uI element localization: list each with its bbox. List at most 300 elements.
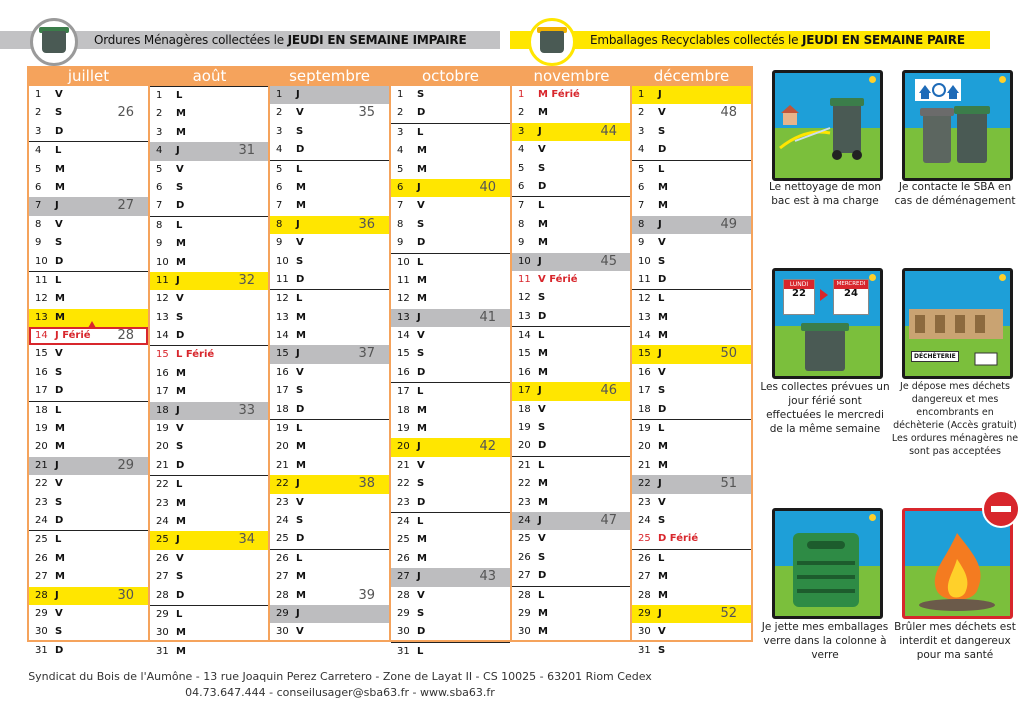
day-letter: V [176, 552, 184, 564]
day-number: 5 [518, 162, 525, 174]
day-number: 16 [156, 367, 169, 379]
day-number: 17 [397, 386, 410, 398]
day-letter: M [176, 238, 186, 250]
day-row [150, 216, 269, 235]
day-number: 31 [638, 644, 651, 656]
day-row [391, 420, 510, 438]
day-number: 4 [638, 144, 645, 156]
day-row [632, 438, 751, 456]
day-row [512, 326, 631, 345]
day-number: 23 [156, 497, 169, 509]
day-number: 7 [35, 200, 42, 212]
week-number: 50 [720, 346, 737, 362]
day-letter: M [55, 311, 65, 323]
day-letter: M [417, 163, 427, 175]
day-row [270, 197, 389, 215]
day-number: 5 [638, 163, 645, 175]
day-letter: V [658, 496, 666, 508]
day-row [29, 605, 148, 623]
day-number: 28 [276, 589, 289, 601]
day-row [512, 549, 631, 567]
day-row [632, 401, 751, 419]
day-row [632, 327, 751, 345]
day-row [29, 587, 148, 605]
month-title: octobre [391, 66, 510, 86]
day-number: 28 [638, 589, 651, 601]
day-number: 19 [518, 422, 531, 434]
month-title: juillet [29, 66, 148, 86]
day-number: 25 [35, 534, 48, 546]
day-row [150, 402, 269, 420]
calendar-wednesday-label: MERCREDI [834, 280, 868, 289]
day-letter: D [55, 255, 64, 267]
day-number: 27 [638, 571, 651, 583]
day-number: 15 [276, 348, 289, 360]
day-row [270, 512, 389, 530]
week-number: 42 [479, 439, 496, 455]
day-letter: V [176, 293, 184, 305]
day-letter: J [55, 459, 59, 471]
day-letter: S [658, 514, 666, 526]
day-letter: L [55, 404, 62, 416]
day-letter: L [417, 515, 424, 527]
day-number: 4 [518, 144, 525, 156]
day-letter: S [417, 348, 425, 360]
day-letter: M [538, 496, 548, 508]
day-number: 10 [276, 255, 289, 267]
day-letter: M [296, 459, 306, 471]
day-number: 9 [35, 237, 42, 249]
day-letter: S [176, 571, 184, 583]
day-row [270, 401, 389, 419]
day-row [150, 550, 269, 568]
day-number: 10 [638, 255, 651, 267]
day-letter: M [538, 478, 548, 490]
day-letter: V [296, 496, 304, 508]
calendar-monday-number: 22 [792, 288, 806, 299]
week-number: 49 [720, 216, 737, 232]
caption-cleaning: Le nettoyage de mon bac est à ma charge [768, 181, 882, 207]
day-letter: V [176, 423, 184, 435]
day-letter: L [176, 219, 183, 231]
month-title: novembre [512, 66, 631, 86]
day-row [391, 475, 510, 493]
day-number: 8 [276, 218, 283, 230]
day-row [270, 271, 389, 289]
day-letter: M [55, 552, 65, 564]
day-letter: D [417, 626, 426, 638]
day-number: 7 [638, 200, 645, 212]
day-row [391, 197, 510, 215]
yellow-bin-icon [528, 18, 576, 66]
day-row [150, 254, 269, 272]
day-letter: M [417, 293, 427, 305]
day-row [270, 327, 389, 345]
week-number: 37 [358, 346, 375, 362]
day-row [270, 216, 389, 234]
day-number: 16 [397, 366, 410, 378]
day-number: 6 [156, 181, 163, 193]
day-row [632, 160, 751, 179]
day-number: 12 [518, 292, 531, 304]
day-number: 11 [397, 274, 410, 286]
day-letter: M [176, 515, 186, 527]
day-row [29, 568, 148, 586]
month-column [389, 66, 512, 657]
day-number: 11 [35, 274, 48, 286]
day-row [150, 568, 269, 586]
day-letter: M [296, 589, 306, 601]
day-number: 22 [638, 478, 651, 490]
day-number: 9 [397, 237, 404, 249]
day-row [29, 475, 148, 493]
day-number: 29 [397, 607, 410, 619]
day-row [29, 438, 148, 456]
month-column [630, 66, 753, 656]
bin-icon [775, 271, 880, 376]
day-number: 25 [156, 534, 169, 546]
day-row [270, 345, 389, 363]
day-row [270, 234, 389, 252]
day-row [512, 141, 631, 159]
day-number: 11 [518, 273, 531, 285]
day-number: 11 [156, 274, 169, 286]
day-number: 1 [35, 89, 42, 100]
day-letter: L [296, 423, 303, 435]
day-number: 3 [518, 125, 525, 137]
day-number: 12 [35, 293, 48, 305]
day-number: 7 [518, 200, 525, 212]
day-letter: V [55, 89, 63, 100]
legend-recyclable: Emballages Recyclables collectés le JEUDI EN SEMAINE PAIRE [590, 33, 965, 47]
day-row [29, 290, 148, 308]
day-letter: V [538, 533, 546, 545]
day-letter: V [538, 144, 546, 156]
day-row [391, 104, 510, 122]
day-letter: M [417, 274, 427, 286]
day-number: 18 [156, 404, 169, 416]
month-column [510, 66, 633, 642]
day-letter: J [538, 514, 542, 526]
day-row [270, 160, 389, 179]
day-number: 20 [397, 441, 410, 453]
day-row [632, 364, 751, 382]
week-number: 35 [358, 105, 375, 121]
day-row [150, 290, 269, 308]
day-letter: D [176, 330, 185, 342]
day-letter: D [417, 366, 426, 378]
day-number: 13 [35, 311, 48, 323]
day-row [150, 105, 269, 123]
day-letter: J [538, 385, 542, 397]
day-number: 10 [397, 256, 410, 268]
day-number: 5 [156, 163, 163, 175]
day-number: 5 [276, 163, 283, 175]
day-letter: L [538, 200, 545, 212]
day-number: 25 [518, 533, 531, 545]
day-letter: L [417, 386, 424, 398]
day-letter: V [55, 218, 63, 230]
day-letter: L [658, 423, 665, 435]
day-row [391, 253, 510, 272]
day-letter: M [176, 108, 186, 120]
day-letter: S [176, 311, 184, 323]
day-number: 8 [518, 218, 525, 230]
day-row [632, 289, 751, 308]
day-row [391, 623, 510, 641]
week-number: 32 [238, 272, 255, 288]
day-letter: M [55, 293, 65, 305]
day-letter: L [176, 608, 183, 620]
day-letter: V [55, 478, 63, 490]
day-row [391, 494, 510, 512]
month-column [27, 66, 150, 656]
day-row [270, 104, 389, 122]
day-letter: D [658, 403, 667, 415]
day-row [270, 438, 389, 456]
day-letter: M [658, 311, 668, 323]
day-number: 13 [518, 310, 531, 322]
day-number: 23 [638, 496, 651, 508]
day-letter: M [176, 386, 186, 398]
day-number: 30 [35, 626, 48, 638]
day-letter: J [296, 478, 300, 490]
day-row [391, 512, 510, 531]
day-number: 17 [638, 385, 651, 397]
day-row [150, 531, 269, 549]
day-row [150, 309, 269, 327]
day-row [29, 550, 148, 568]
day-letter: S [417, 89, 425, 100]
day-row [391, 161, 510, 179]
day-number: 3 [638, 125, 645, 137]
day-letter: M [658, 571, 668, 583]
caption-holiday: Les collectes prévues un jour férié sont effectuées le mercredi de la même semaine [760, 381, 890, 435]
day-letter: V [296, 107, 304, 119]
month-title: septembre [270, 66, 389, 86]
day-letter: L [658, 552, 665, 564]
day-number: 6 [397, 181, 404, 193]
day-number: 22 [35, 478, 48, 490]
day-number: 21 [518, 459, 531, 471]
day-letter: M [296, 571, 306, 583]
day-row [391, 550, 510, 568]
day-letter: J [176, 145, 180, 157]
day-row [632, 642, 751, 660]
day-row [512, 623, 631, 641]
day-number: 4 [156, 145, 163, 157]
day-row [270, 309, 389, 327]
day-row [270, 605, 389, 623]
day-number: 24 [518, 514, 531, 526]
day-row [632, 234, 751, 252]
day-number: 17 [276, 385, 289, 397]
day-number: 24 [156, 515, 169, 527]
day-letter: J [417, 441, 421, 453]
day-letter: M [417, 145, 427, 157]
day-number: 3 [397, 126, 404, 138]
day-row [150, 161, 269, 179]
day-letter: M [176, 256, 186, 268]
day-row [632, 587, 751, 605]
day-number: 23 [397, 496, 410, 508]
day-letter: L [296, 552, 303, 564]
day-letter: D [176, 589, 185, 601]
day-letter: V [417, 200, 425, 212]
day-letter: M [55, 181, 65, 193]
day-letter: M [296, 441, 306, 453]
day-number: 10 [518, 255, 531, 267]
day-letter: M [658, 330, 668, 342]
day-row [29, 382, 148, 400]
week-number: 28 [117, 328, 134, 344]
day-row [150, 513, 269, 531]
day-row [391, 272, 510, 290]
day-row [391, 345, 510, 363]
week-number: 36 [358, 216, 375, 232]
caption-glass: Je jette mes emballages verre dans la colonne à verre [761, 621, 889, 661]
day-number: 12 [156, 293, 169, 305]
day-number: 16 [518, 366, 531, 378]
day-row [150, 345, 269, 364]
day-row [512, 364, 631, 382]
day-letter: L [417, 256, 424, 268]
day-letter: V [417, 330, 425, 342]
day-number: 11 [276, 273, 289, 285]
day-row [632, 623, 751, 641]
day-row [150, 179, 269, 197]
week-number: 29 [117, 457, 134, 473]
day-letter: M Férié [538, 89, 580, 100]
day-letter: S [538, 422, 546, 434]
day-number: 11 [638, 273, 651, 285]
day-letter: D [55, 644, 64, 656]
week-number: 45 [600, 253, 617, 269]
day-row [632, 141, 751, 159]
day-row [391, 142, 510, 160]
day-number: 27 [156, 571, 169, 583]
day-number: 4 [276, 144, 283, 156]
day-number: 30 [156, 627, 169, 639]
day-row [632, 549, 751, 568]
day-number: 6 [276, 181, 283, 193]
day-row [632, 345, 751, 363]
day-letter: S [417, 218, 425, 230]
caption-dechetterie: Je dépose mes déchets dangereux et mes encombrants en déchèterie (Accès gratuit) Les ordures ménagères ne sont pas acceptées [891, 381, 1019, 457]
day-number: 14 [276, 330, 289, 342]
glass-container-icon [775, 511, 880, 616]
day-row [29, 642, 148, 660]
day-letter: M [176, 367, 186, 379]
day-number: 21 [397, 459, 410, 471]
day-row [150, 457, 269, 475]
day-row [632, 309, 751, 327]
day-number: 18 [518, 403, 531, 415]
day-row [29, 197, 148, 215]
day-row [391, 234, 510, 252]
day-letter: M [538, 607, 548, 619]
day-letter: L [658, 293, 665, 305]
day-number: 23 [276, 496, 289, 508]
day-row [270, 253, 389, 271]
day-row [632, 512, 751, 530]
day-number: 12 [276, 293, 289, 305]
day-number: 17 [156, 386, 169, 398]
footer-address: Syndicat du Bois de l'Aumône - 13 rue Joaquin Perez Carretero - Zone de Layat II - CS 10025 - 63201 Riom Cedex [28, 670, 652, 683]
day-row [270, 86, 389, 104]
day-number: 15 [156, 349, 169, 361]
day-letter: V [658, 626, 666, 638]
day-letter: D [296, 533, 305, 545]
day-letter: M [417, 423, 427, 435]
day-row [632, 179, 751, 197]
dechetterie-sign: DÉCHÈTERIE [911, 351, 959, 362]
moving-icon [905, 73, 1010, 178]
day-row [512, 345, 631, 363]
day-row [632, 123, 751, 141]
day-letter: V [658, 366, 666, 378]
day-row [632, 382, 751, 400]
day-number: 17 [35, 385, 48, 397]
day-row [512, 567, 631, 585]
panel-dechetterie-image [902, 268, 1013, 379]
day-letter: M [296, 311, 306, 323]
day-letter: S [55, 366, 63, 378]
day-row [29, 104, 148, 122]
week-number: 39 [358, 587, 375, 603]
week-number: 47 [600, 512, 617, 528]
day-number: 4 [397, 145, 404, 157]
day-number: 29 [638, 607, 651, 619]
day-number: 9 [518, 237, 525, 249]
day-row [512, 160, 631, 178]
day-letter: D [296, 403, 305, 415]
day-number: 26 [156, 552, 169, 564]
day-number: 28 [35, 589, 48, 601]
day-row [150, 365, 269, 383]
day-number: 31 [35, 644, 48, 656]
day-letter: J [296, 218, 300, 230]
day-number: 16 [35, 366, 48, 378]
day-letter: L [55, 534, 62, 546]
day-row [150, 86, 269, 105]
day-number: 6 [638, 181, 645, 193]
day-row [150, 438, 269, 456]
day-letter: J [296, 348, 300, 360]
day-row [29, 123, 148, 141]
day-number: 8 [35, 218, 42, 230]
day-letter: D [417, 496, 426, 508]
day-letter: S [55, 496, 63, 508]
day-row [29, 512, 148, 530]
day-row [512, 178, 631, 196]
day-letter: V [296, 626, 304, 638]
day-row [632, 494, 751, 512]
day-number: 20 [518, 440, 531, 452]
day-number: 15 [518, 348, 531, 360]
day-number: 17 [518, 385, 531, 397]
month-column [268, 66, 391, 642]
day-row [632, 568, 751, 586]
day-letter: S [296, 514, 304, 526]
day-letter: M [658, 589, 668, 601]
day-letter: M [417, 404, 427, 416]
day-letter: V [55, 607, 63, 619]
day-number: 26 [397, 552, 410, 564]
day-number: 24 [397, 515, 410, 527]
day-number: 6 [518, 180, 525, 192]
day-letter: D [55, 385, 64, 397]
